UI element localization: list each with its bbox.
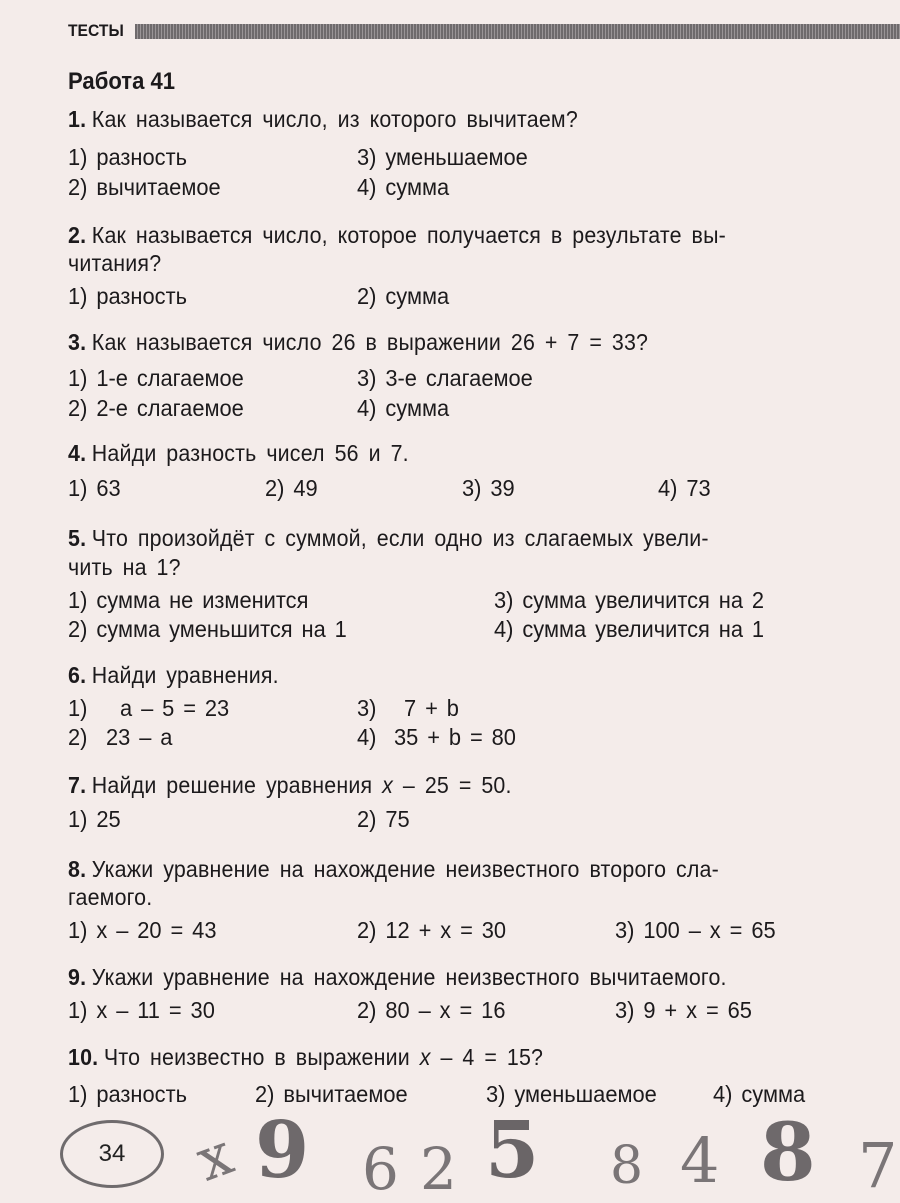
option[interactable]: 2) сумма bbox=[357, 283, 450, 309]
option-expr[interactable]: 35 + b = 80 bbox=[394, 724, 516, 750]
option-label[interactable]: 4) bbox=[357, 724, 377, 750]
option[interactable]: 3) 39 bbox=[462, 475, 515, 501]
option-expr[interactable]: a – 5 = 23 bbox=[120, 695, 230, 721]
option[interactable]: 3) 100 – x = 65 bbox=[615, 917, 776, 943]
question-number: 4. bbox=[68, 440, 87, 466]
option-expr[interactable]: 7 + b bbox=[404, 695, 459, 721]
decor-digit: 2 bbox=[420, 1135, 457, 1203]
section-label: ТЕСТЫ bbox=[68, 21, 124, 40]
option[interactable]: 4) сумма bbox=[357, 395, 450, 421]
question-text: Укажи уравнение на нахождение неизвестного второго сла- bbox=[91, 856, 719, 882]
option[interactable]: 2) 12 + x = 30 bbox=[357, 917, 507, 943]
decor-digit: 6 bbox=[362, 1135, 399, 1203]
section-header bbox=[68, 22, 900, 40]
option[interactable]: 1) разность bbox=[68, 144, 187, 170]
option[interactable]: 1) 63 bbox=[68, 475, 121, 501]
option[interactable]: 2) 2-е слагаемое bbox=[68, 395, 244, 421]
worksheet bbox=[68, 68, 858, 106]
page-number-badge bbox=[60, 1120, 164, 1188]
option[interactable]: 3) уменьшаемое bbox=[357, 144, 528, 170]
option[interactable]: 2) 80 – x = 16 bbox=[357, 997, 506, 1023]
question-number: 8. bbox=[68, 856, 87, 882]
option[interactable]: 3) 9 + x = 65 bbox=[615, 997, 752, 1023]
question-text: Как называется число 26 в выражении 26 + 7 = 33? bbox=[91, 329, 649, 355]
question-number: 7. bbox=[68, 772, 87, 798]
question-text: Укажи уравнение на нахождение неизвестного вычитаемого. bbox=[91, 964, 727, 990]
question-text: Как называется число, которое получается в результате вы- bbox=[91, 222, 726, 248]
option[interactable]: 4) сумма bbox=[713, 1081, 806, 1107]
option-label[interactable]: 1) bbox=[68, 695, 88, 721]
option[interactable]: 1) x – 20 = 43 bbox=[68, 917, 217, 943]
question-number: 10. bbox=[68, 1044, 99, 1070]
option-label[interactable]: 2) bbox=[68, 724, 88, 750]
question-text: Что произойдёт с суммой, если одно из слагаемых увели- bbox=[91, 525, 709, 551]
question-number: 6. bbox=[68, 662, 87, 688]
question-number: 3. bbox=[68, 329, 87, 355]
option[interactable]: 3) 3-е слагаемое bbox=[357, 365, 533, 391]
option[interactable]: 4) сумма bbox=[357, 174, 450, 200]
question-text: Как называется число, из которого вычитаем? bbox=[91, 106, 578, 132]
option[interactable]: 1) сумма не изменится bbox=[68, 587, 309, 613]
decor-digit: 4 bbox=[680, 1124, 720, 1197]
option-expr[interactable]: 23 – a bbox=[106, 724, 173, 750]
option[interactable]: 4) 73 bbox=[658, 475, 711, 501]
question-number: 9. bbox=[68, 964, 87, 990]
option[interactable]: 2) вычитаемое bbox=[68, 174, 221, 200]
option-label[interactable]: 3) bbox=[357, 695, 377, 721]
question-text: Найди уравнения. bbox=[91, 662, 279, 688]
decor-digit: 7 bbox=[858, 1129, 898, 1202]
option[interactable]: 2) 49 bbox=[265, 475, 318, 501]
question-text-cont: гаемого. bbox=[68, 884, 153, 910]
option[interactable]: 2) 75 bbox=[357, 806, 410, 832]
question-number: 5. bbox=[68, 525, 87, 551]
decor-digit: 8 bbox=[760, 1105, 816, 1199]
page-number: 34 bbox=[98, 1140, 126, 1167]
option[interactable]: 1) x – 11 = 30 bbox=[68, 997, 215, 1023]
option[interactable]: 1) разность bbox=[68, 283, 187, 309]
work-title: Работа 41 bbox=[68, 68, 176, 95]
option[interactable]: 3) сумма увеличится на 2 bbox=[494, 587, 765, 613]
question-text: Найди разность чисел 56 и 7. bbox=[91, 440, 409, 466]
option[interactable]: 1) разность bbox=[68, 1081, 187, 1107]
decor-digit: 9 bbox=[255, 1105, 310, 1196]
option[interactable]: 1) 1-е слагаемое bbox=[68, 365, 244, 391]
option[interactable]: 1) 25 bbox=[68, 806, 121, 832]
decor-digit: x bbox=[187, 1119, 242, 1195]
question-text-cont: чить на 1? bbox=[68, 554, 181, 580]
option[interactable]: 2) сумма уменьшится на 1 bbox=[68, 616, 347, 642]
option[interactable]: 2) вычитаемое bbox=[255, 1081, 408, 1107]
decor-digit: 5 bbox=[485, 1105, 540, 1196]
option[interactable]: 4) сумма увеличится на 1 bbox=[494, 616, 765, 642]
decor-digit: 8 bbox=[610, 1136, 644, 1196]
question-number: 1. bbox=[68, 106, 87, 132]
header-stripe bbox=[135, 24, 900, 39]
question-text-cont: читания? bbox=[68, 250, 162, 276]
option[interactable]: 3) уменьшаемое bbox=[486, 1081, 657, 1107]
question-number: 2. bbox=[68, 222, 87, 248]
